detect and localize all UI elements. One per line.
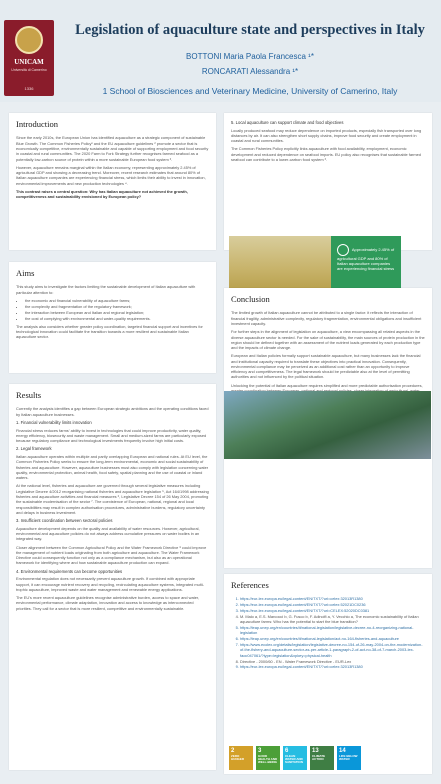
results-s4-title: 4. Environmental requirements can become opportunities [16, 568, 123, 574]
section-5-text: Locally produced seafood may reduce dependence on imported products, especially fish transported over long distances by air. It can also strengthen short supply chains, improve food security and create employment in coastal and rural communities. [231, 127, 422, 144]
conclusion-p3: European and Italian policies formally support sustainable aquaculture, but many businesses lack the financial and institutional capacity required to translate these objectives into practical innovation. Consequently, environmental compliance may be perceived as an additional cost rather than an opportunity to improve efficiency and competitiveness. The legal framework should be predictable also at the level of permitting authorities and not influenced by the political situation. [231, 353, 421, 380]
introduction-heading: Introduction [16, 119, 59, 129]
reference-item: 4. M. Malo a, E.S. Marcocci b, G. Fusco b, F. Adinolfi a, Y. Vecchio a, The economic sustainability of Italian aquaculture farms: Who has the potential to start the blue transition? [240, 614, 425, 625]
introduction-p2: However, aquaculture remains marginal within the Italian economy, representing approximately 2.45% of agricultural GDP and showing a decreasing trend. Moreover, recent research estimates that around 80% of Italian aquaculture companies are experiencing financial stress, which limits their ability to invest in innovation, environmental improvements and new production technologies ⁴. [16, 164, 206, 186]
reference-item[interactable]: 7. https://www.ecolex.org/details/legislation/legislative-decree-no-154-of-26-may-2004-on-the-modernization-of-the-fishery-and-aquaculture-sector-as-per-article-1-paragraph-2-of-act-no-38-of-7-march-2003-lex-faoc047061/?type=legislation&xpkey=physical-health [240, 642, 425, 658]
conclusion-p1: The limited growth of Italian aquaculture cannot be attributed to a single factor: it reflects the interaction of financial fragility, administrative complexity, regulatory fragmentation, environmental obligations and insufficient investment capacity. [231, 310, 422, 326]
aims-lead: This study aims to investigate the factors limiting the sustainable development of Italian aquaculture with particular attention to: [16, 284, 196, 295]
reference-item[interactable]: 1. https://eur-lex.europa.eu/legal-content/EN/TXT/?uri=celex:32013R1380 [240, 596, 425, 601]
results-heading: Results [16, 390, 42, 400]
leaf-icon [337, 244, 349, 256]
fact-box-text: Approximately 2.45% of agricultural GDP and 80% of Italian aquaculture companies are experiencing financial stress [337, 247, 395, 272]
sdg-14-icon: 14 LIFE BELOW WATER [337, 746, 361, 770]
author-2: RONCARATI Alessandra ¹* [201, 67, 299, 76]
introduction-question: This contrast raises a central question: Why has Italian aquaculture not achieved the growth, competitiveness and sustainability envisioned by European policy? [16, 188, 188, 200]
aims-heading: Aims [16, 268, 35, 278]
sdg-3-icon: 3 GOOD HEALTH AND WELL-BEING [256, 746, 280, 770]
farm-policy-text: The Common Fisheries Policy explicitly links aquaculture with food availability, employment, economic development and reduced dependence on seafood imports. EU policy also recognises that sustainable farmed seafood can contribute to a lower-carbon food system ³. [231, 146, 421, 162]
results-panel [9, 384, 216, 770]
aims-item: • the economic and financial vulnerability of aquaculture farms; [25, 298, 209, 303]
poster-header [0, 0, 441, 102]
results-s1-title: 1. Financial vulnerability limits innovation [16, 420, 92, 425]
local-aquaculture-panel [224, 113, 432, 272]
sdg-2-icon: 2 ZERO HUNGER [229, 746, 253, 770]
conclusion-heading: Conclusion [231, 294, 270, 304]
reference-item[interactable]: 9. https://eur-lex.europa.eu/legal-content/EN/TXT/?uri=celex:32013R1380 [240, 664, 425, 669]
logo-name: UNICAM [14, 58, 44, 66]
section-5-title: 5. Local aquaculture can support climate and food objectives [231, 120, 344, 125]
results-s3-text1: Aquaculture development depends on the quality and availability of water resources. However, agricultural, environmental and aquaculture policies do not always address cumulative pressures on water bodies in an integrated way. [16, 525, 200, 542]
logo-subtitle: Università di Camerino [11, 68, 47, 72]
results-s4-text1: Environmental regulation does not necessarily prevent aquaculture growth. If combined with appropriate support, it can encourage nutrient recovery and recycling, recirculating aquaculture systems, integrated multi-trophic aquaculture, improved waste and water management and renewable energy applications. [16, 576, 204, 592]
conclusion-p2: For further steps in the alignment of legislation on aquaculture, a view encompassing all related aspects in the diverse aquaculture sector is needed. For the sake of sustainability, the main sources of protein production in the region should be defined together with an assessment of the nutrient loads generated by each production type and the impacts of climate change. [231, 329, 425, 351]
references-list [231, 596, 425, 669]
results-s2-title: 2. Legal framework [16, 446, 52, 452]
reference-item[interactable]: 5. https://leap.unep.org/en/countries/it/national-legislation/legislative-decree-no-4-reorganizing-national-legislation [240, 625, 425, 636]
sdg-icons [229, 746, 361, 770]
sdg-6-icon: 6 CLEAN WATER AND SANITATION [283, 746, 307, 770]
reference-item[interactable]: 3. https://eur-lex.europa.eu/legal-content/EN/TXT/?uri=CELEX:52020DC0381 [240, 608, 425, 613]
aims-item: • the interaction between European and Italian and regional legislation; [25, 310, 209, 315]
results-s3-text2: Closer alignment between the Common Agricultural Policy and the Water Framework Directive ⁸ could improve the management of nutrient loads originating from both agriculture and aquaculture. The Water Framework Directive could consequently function not only as a compliance mechanism, but also as an operational framework for identifying where and how sustainable aquaculture production can expand. [16, 544, 207, 566]
references-panel [224, 574, 432, 774]
results-s3-title: 3. Insufficient coordination between sectoral policies [16, 518, 113, 524]
aims-tail: The analysis also considers whether greater policy coordination, targeted financial support and incentives for technological innovation could facilitate the transition towards a more resilient and sustainable Italian aquaculture sector. [16, 323, 203, 340]
results-s2-text2: At the national level, fisheries and aquaculture are governed through several legislative measures including Legislative Decree 4/2012 reorganising national fisheries and aquaculture legislation ⁵, Act 164/1998 addressing fisheries and aquaculture activities and financial measures ⁶, Legislative Decree 154 of 26 May 2004, promoting the sustainable modernisation of the sector ⁷. The coexistence of European, national, regional and local responsibilities may result in complex authorisation procedures, administrative burdens, regulatory uncertainty and delays in business investment. [16, 483, 209, 515]
aims-item: • the complexity and fragmentation of the regulatory framework; [25, 304, 209, 309]
aims-item: • the cost of complying with environmental and water-quality requirements. [25, 316, 209, 321]
logo-year: 1336 [24, 86, 34, 91]
university-logo [4, 20, 54, 96]
references-heading: References [231, 580, 269, 590]
results-s2-text1: Italian aquaculture operates within multiple and partly overlapping European and national rules. At EU level, the Common Fisheries Policy seeks to ensure the long-term environmental, economic and social sustainability of fisheries and aquaculture. However, aquaculture businesses must also comply with legislation concerning water quality, environmental protection, animal health, food safety, spatial planning and the use of coastal or inland waters. [16, 454, 209, 481]
reference-item[interactable]: 6. https://leap.unep.org/en/countries/it/national-legislation/act-no-164-fisheries-and-aquaculture [240, 636, 425, 641]
university-seal-icon [15, 26, 43, 54]
conclusion-panel [224, 288, 432, 568]
results-s4-text2: The EU's more recent aquaculture guidelines recognise administrative burden, access to space and water, environmental performance, climate adaptation, innovation and access to knowledge as interconnected priorities. They call for a sector that is more resilient, competitive and environmentally sustainable. [16, 595, 200, 611]
sdg-13-icon: 13 CLIMATE ACTION [310, 746, 334, 770]
reference-item[interactable]: 2. https://eur-lex.europa.eu/legal-content/EN/TXT/?uri=celex:52021DC0236 [240, 602, 425, 607]
introduction-panel [9, 113, 216, 250]
author-1: BOTTONI Maria Paola Francesca ¹* [186, 52, 314, 61]
conclusion-p4: Unlocking the potential of Italian aquaculture requires simplified and more predictable authorisation procedures, [231, 382, 423, 388]
poster-title: Legislation of aquaculture state and perspectives in Italy [75, 22, 425, 38]
aims-panel [9, 262, 216, 373]
results-lead: Currently the analysis identifies a gap between European strategic ambitions and the operating conditions faced by Italian aquaculture businesses. [16, 406, 209, 417]
results-s1-text: Financial stress reduces farms' ability to invest in technologies that could improve productivity, water quality, energy efficiency, biosecurity and waste management. Small and medium-sized farms are particularly exposed because regulatory compliance and technological investments frequently involve high initial costs. [16, 427, 207, 444]
aims-list [16, 298, 209, 321]
introduction-p1: Since the early 2010s, the European Union has identified aquaculture as a strategic component of sustainable Blue Growth. The Common Fisheries Policy¹ and the EU aquaculture guidelines ² promote a sector that is economically competitive, environmentally sustainable and capable of supporting employment and food security in coastal and rural communities. The 2020 Farm to Fork Strategy further recognises farmed seafood as a potentially low-carbon source of protein within a more sustainable European food system ³. [16, 135, 209, 162]
affiliation: 1 School of Biosciences and Veterinary Medicine, University of Camerino, Italy [102, 86, 398, 96]
dam-landscape-image [224, 391, 431, 459]
reference-item: 8. Directive - 2000/60 - EN - Water Framework Directive - EUR-Lex [240, 659, 425, 664]
